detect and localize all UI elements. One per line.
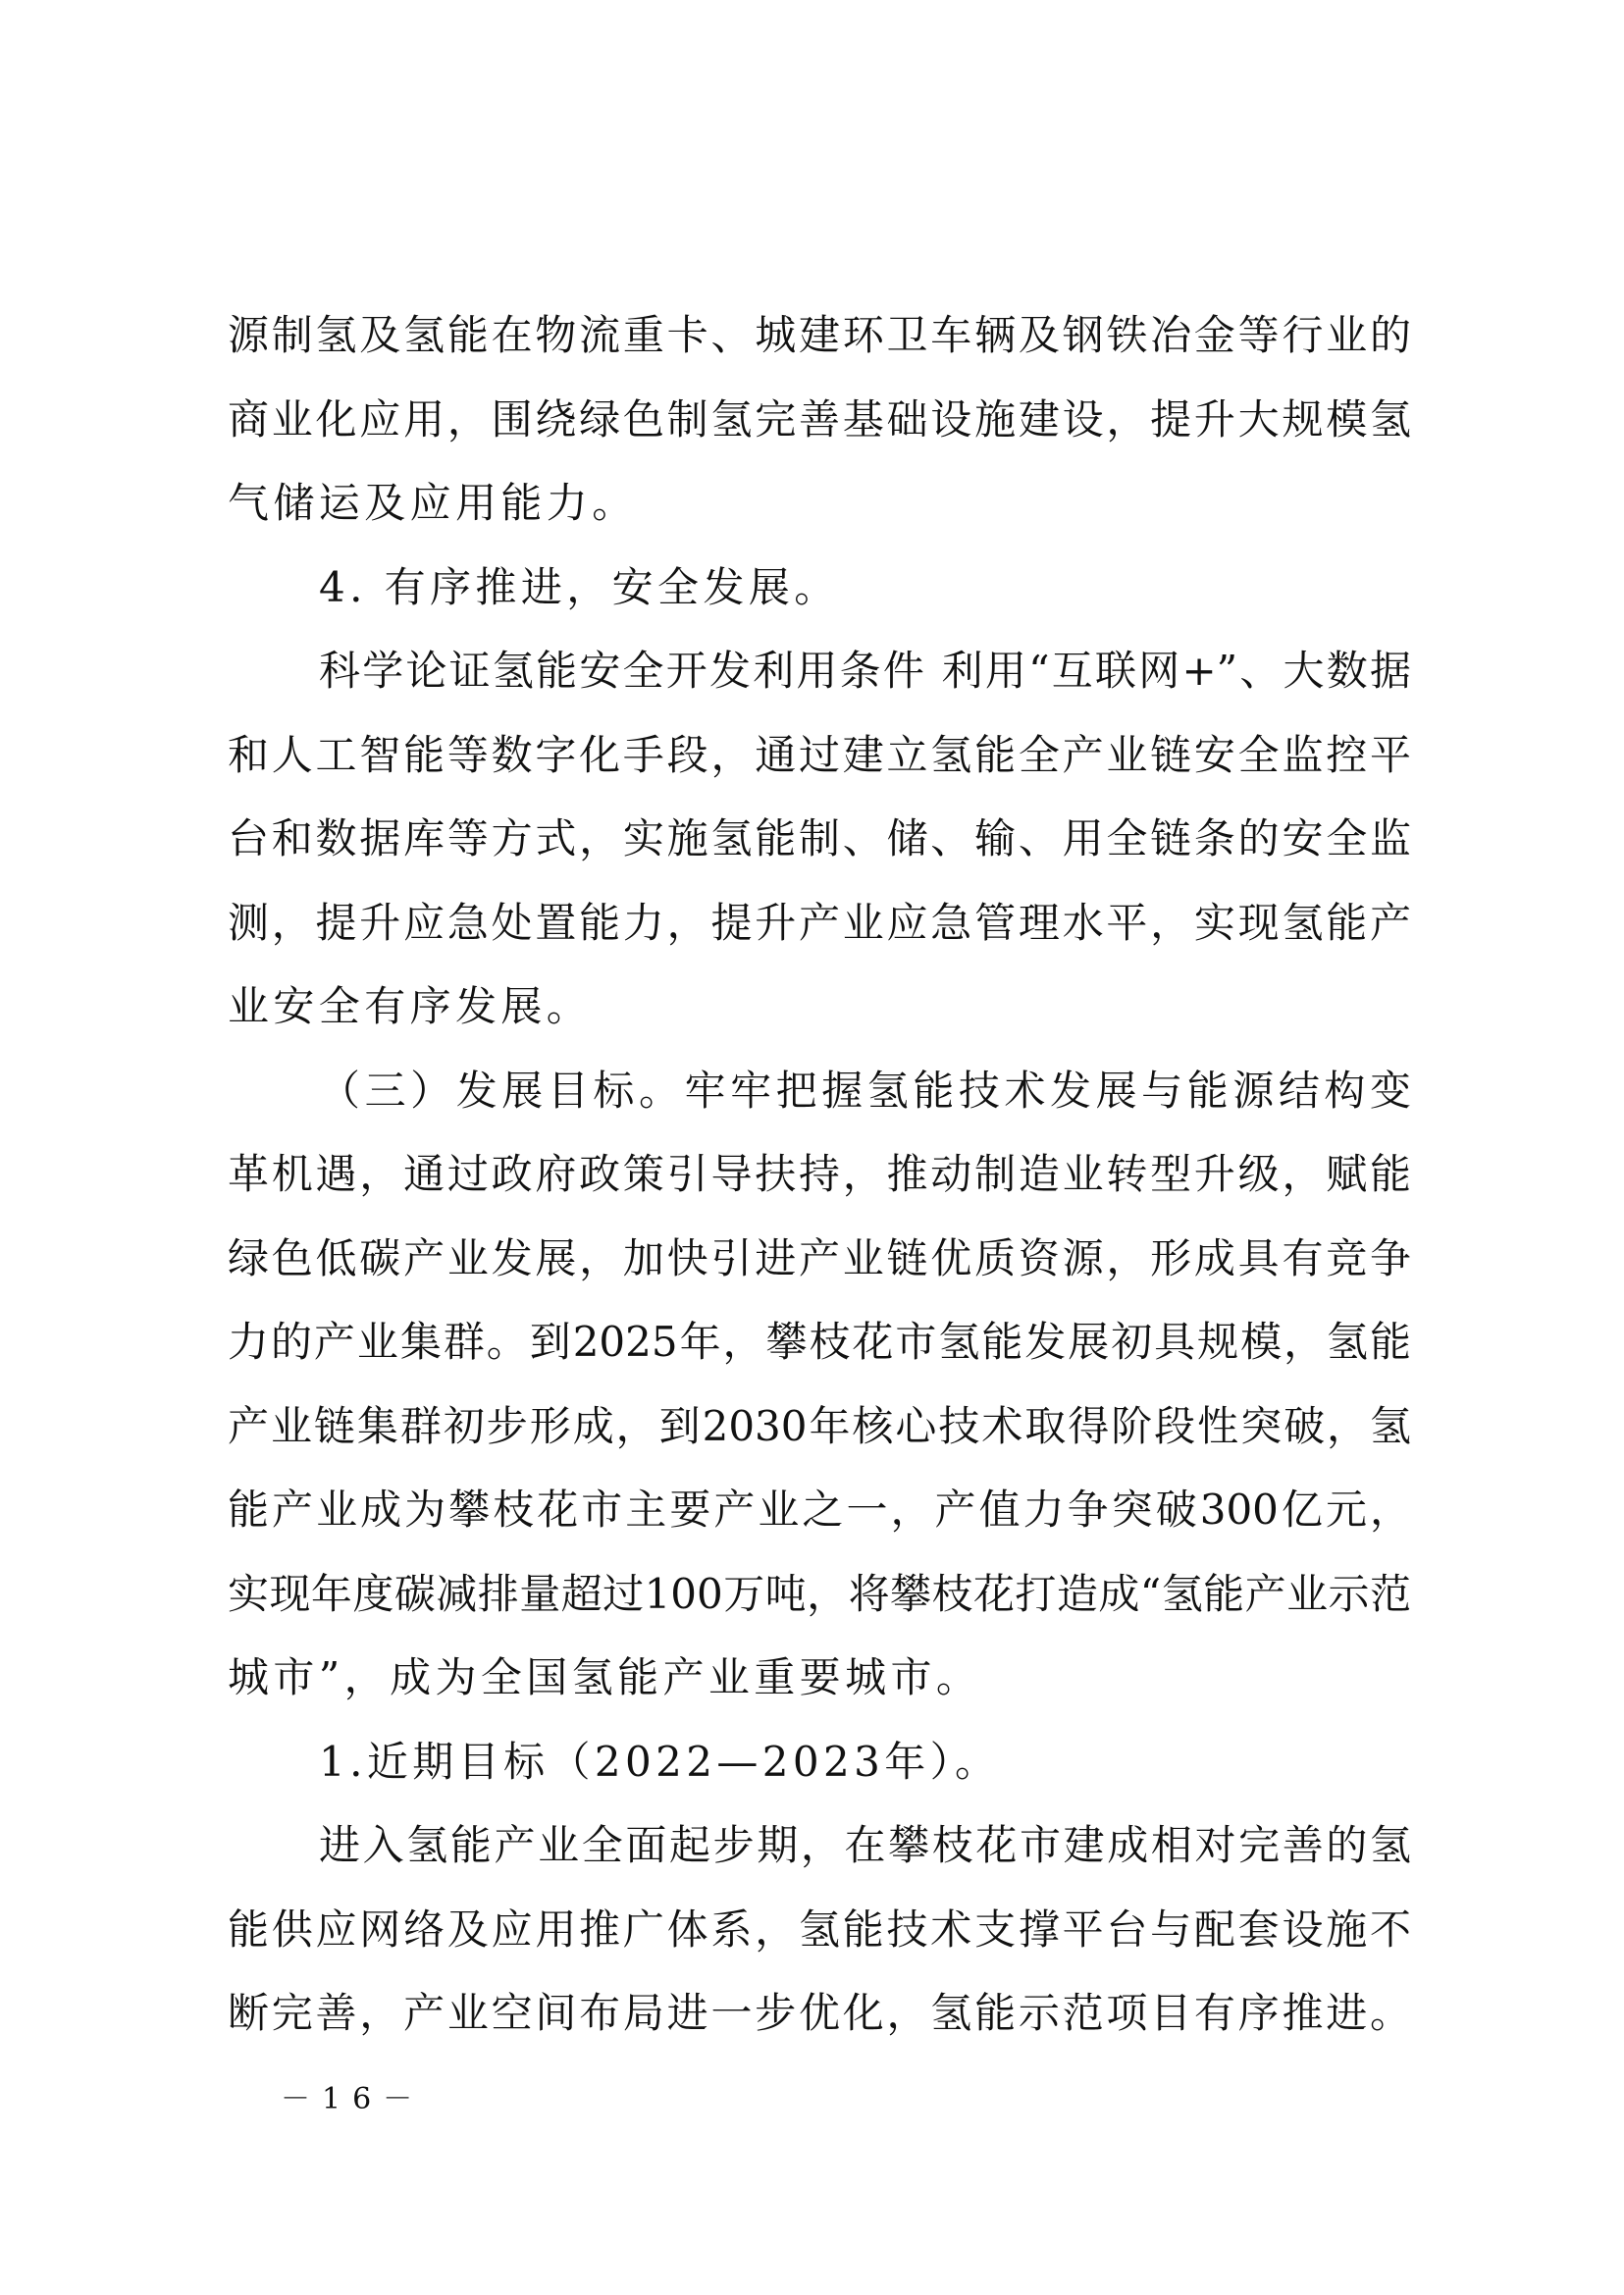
paragraph-first-line: （三）发展目标。牢牢把握氢能技术发展与能源结构变	[319, 1067, 1411, 1115]
paragraph-first-line: 4. 有序推进，安全发展。	[319, 563, 840, 611]
text-line: 绿色低碳产业发展，加快引进产业链优质资源，形成具有竞争	[228, 1234, 1411, 1282]
text-line: 能供应网络及应用推广体系，氢能技术支撑平台与配套设施不	[228, 1905, 1411, 1954]
text-line: 气储运及应用能力。	[228, 479, 638, 527]
text-line: 商业化应用，围绕绿色制氢完善基础设施建设，提升大规模氢	[228, 395, 1411, 443]
text-line: 源制氢及氢能在物流重卡、城建环卫车辆及钢铁冶金等行业的	[228, 311, 1411, 359]
text-line: 城市”，成为全国氢能产业重要城市。	[228, 1653, 982, 1701]
text-line: 实现年度碳减排量超过100万吨，将攀枝花打造成“氢能产业示范	[228, 1570, 1411, 1618]
text-line: 能产业成为攀枝花市主要产业之一，产值力争突破300亿元，	[228, 1486, 1411, 1534]
text-line: 产业链集群初步形成，到2030年核心技术取得阶段性突破，氢	[228, 1402, 1411, 1450]
page-number: －16－	[281, 2082, 425, 2116]
text-line: 业安全有序发展。	[228, 982, 593, 1030]
paragraph-first-line: 科学论证氢能安全开发利用条件 利用“互联网+”、大数据	[319, 647, 1411, 695]
text-line: 和人工智能等数字化手段，通过建立氢能全产业链安全监控平	[228, 731, 1411, 779]
text-line: 力的产业集群。到2025年，攀枝花市氢能发展初具规模，氢能	[228, 1318, 1411, 1366]
text-line: 断完善，产业空间布局进一步优化，氢能示范项目有序推进。	[228, 1989, 1411, 2037]
text-line: 革机遇，通过政府政策引导扶持，推动制造业转型升级，赋能	[228, 1150, 1411, 1198]
paragraph-first-line: 1.近期目标（2022—2023年）。	[319, 1738, 1001, 1786]
paragraph-first-line: 进入氢能产业全面起步期，在攀枝花市建成相对完善的氢	[319, 1821, 1411, 1869]
text-line: 台和数据库等方式，实施氢能制、储、输、用全链条的安全监	[228, 814, 1411, 862]
text-line: 测，提升应急处置能力，提升产业应急管理水平，实现氢能产	[228, 899, 1411, 947]
